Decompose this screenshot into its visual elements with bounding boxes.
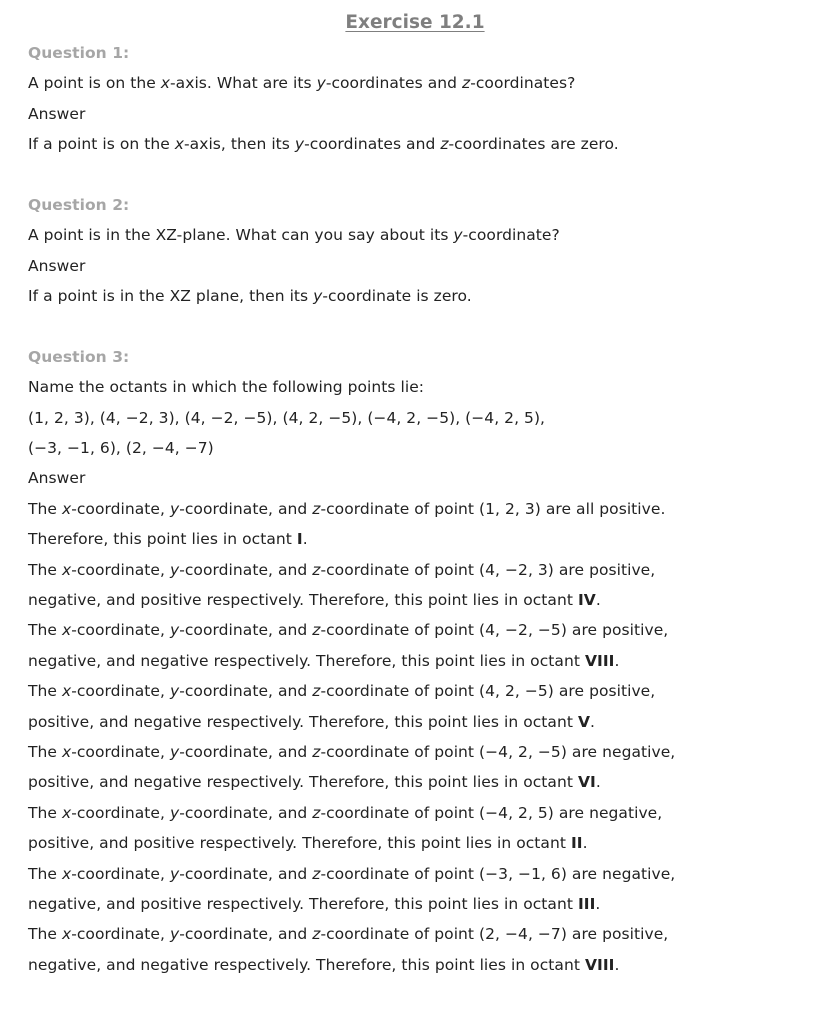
question-block-1 [28, 38, 798, 190]
answer-heading: Answer [28, 104, 86, 123]
variable-italic: z [312, 925, 321, 944]
octant-label: II [570, 834, 583, 853]
answer-text: If a point is in the XZ plane, then its y-coordinate is zero. [28, 287, 472, 306]
answer-text: The x-coordinate, y-coordinate, and z-coordinate of point (−4, 2, −5) are negative, [28, 742, 676, 761]
variable-italic: y [169, 499, 180, 518]
octant-label: VIII [584, 955, 615, 974]
answer-text: The x-coordinate, y-coordinate, and z-coordinate of point (4, −2, −5) are positive, [28, 621, 669, 640]
exercise-page [28, 10, 798, 980]
variable-italic: y [169, 560, 180, 579]
octant-label: IV [577, 591, 596, 610]
answer-text: positive, and positive respectively. Therefore, this point lies in octant II. [28, 834, 588, 853]
variable-italic: y [313, 287, 323, 306]
variable-italic: z [440, 135, 449, 154]
octant-label: V [577, 712, 590, 731]
variable-italic: y [453, 226, 463, 245]
variable-italic: x [61, 621, 72, 640]
variable-italic: y [169, 682, 180, 701]
variable-italic: z [312, 864, 321, 883]
block-spacer [28, 312, 798, 342]
variable-italic: z [312, 742, 321, 761]
variable-italic: x [61, 560, 72, 579]
variable-italic: x [61, 864, 72, 883]
question-text: (1, 2, 3), (4, −2, 3), (4, −2, −5), (4, 2, −5), (−4, 2, −5), (−4, 2, 5), [28, 408, 546, 427]
exercise-title: Exercise 12.1 [345, 12, 485, 33]
variable-italic: z [312, 803, 321, 822]
question-heading: Question 2: [28, 195, 130, 214]
octant-label: I [296, 530, 303, 549]
answer-text: negative, and positive respectively. Therefore, this point lies in octant IV. [28, 591, 601, 610]
answer-text: The x-coordinate, y-coordinate, and z-coordinate of point (4, 2, −5) are positive, [28, 682, 656, 701]
variable-italic: y [169, 925, 180, 944]
question-block-2 [28, 190, 798, 342]
question-heading: Question 1: [28, 44, 130, 62]
answer-text: positive, and negative respectively. Therefore, this point lies in octant V. [28, 712, 595, 731]
answer-text: Therefore, this point lies in octant I. [28, 530, 308, 549]
variable-italic: x [61, 499, 72, 518]
variable-italic: z [312, 682, 321, 701]
question-text: Name the octants in which the following points lie: [28, 378, 425, 397]
answer-text: The x-coordinate, y-coordinate, and z-coordinate of point (1, 2, 3) are all positive. [28, 499, 666, 518]
answer-heading: Answer [28, 256, 86, 275]
answer-text: negative, and negative respectively. Therefore, this point lies in octant VIII. [28, 955, 620, 974]
variable-italic: x [61, 803, 72, 822]
question-heading: Question 3: [28, 347, 130, 366]
variable-italic: x [61, 742, 72, 761]
variable-italic: y [169, 864, 180, 883]
variable-italic: z [312, 621, 321, 640]
answer-text: negative, and positive respectively. Therefore, this point lies in octant III. [28, 894, 601, 913]
answer-text: The x-coordinate, y-coordinate, and z-coordinate of point (−3, −1, 6) are negative, [28, 864, 676, 883]
answer-text: negative, and negative respectively. Therefore, this point lies in octant VIII. [28, 651, 620, 670]
octant-label: VIII [584, 651, 615, 670]
octant-label: VI [577, 773, 596, 792]
question-text: (−3, −1, 6), (2, −4, −7) [28, 439, 214, 458]
variable-italic: y [169, 621, 180, 640]
variable-italic: z [462, 74, 471, 93]
variable-italic: z [312, 499, 321, 518]
question-block-3 [28, 342, 798, 980]
answer-text: The x-coordinate, y-coordinate, and z-coordinate of point (4, −2, 3) are positive, [28, 560, 656, 579]
answer-text: The x-coordinate, y-coordinate, and z-coordinate of point (2, −4, −7) are positive, [28, 925, 669, 944]
octant-label: III [577, 894, 596, 913]
block-spacer [28, 160, 798, 190]
variable-italic: y [169, 742, 180, 761]
answer-text: If a point is on the x-axis, then its y-coordinates and z-coordinates are zero. [28, 135, 619, 154]
variable-italic: x [61, 682, 72, 701]
answer-heading: Answer [28, 469, 86, 488]
variable-italic: z [312, 560, 321, 579]
variable-italic: y [294, 135, 305, 154]
variable-italic: x [160, 74, 171, 93]
variable-italic: y [169, 803, 180, 822]
variable-italic: y [316, 74, 326, 93]
question-list [28, 38, 798, 980]
answer-text: positive, and negative respectively. Therefore, this point lies in octant VI. [28, 773, 601, 792]
variable-italic: x [61, 925, 72, 944]
variable-italic: x [174, 135, 185, 154]
answer-text: The x-coordinate, y-coordinate, and z-coordinate of point (−4, 2, 5) are negative, [28, 803, 663, 822]
question-text: A point is on the x-axis. What are its y-coordinates and z-coordinates? [28, 74, 576, 93]
question-text: A point is in the XZ-plane. What can you say about its y-coordinate? [28, 226, 560, 245]
